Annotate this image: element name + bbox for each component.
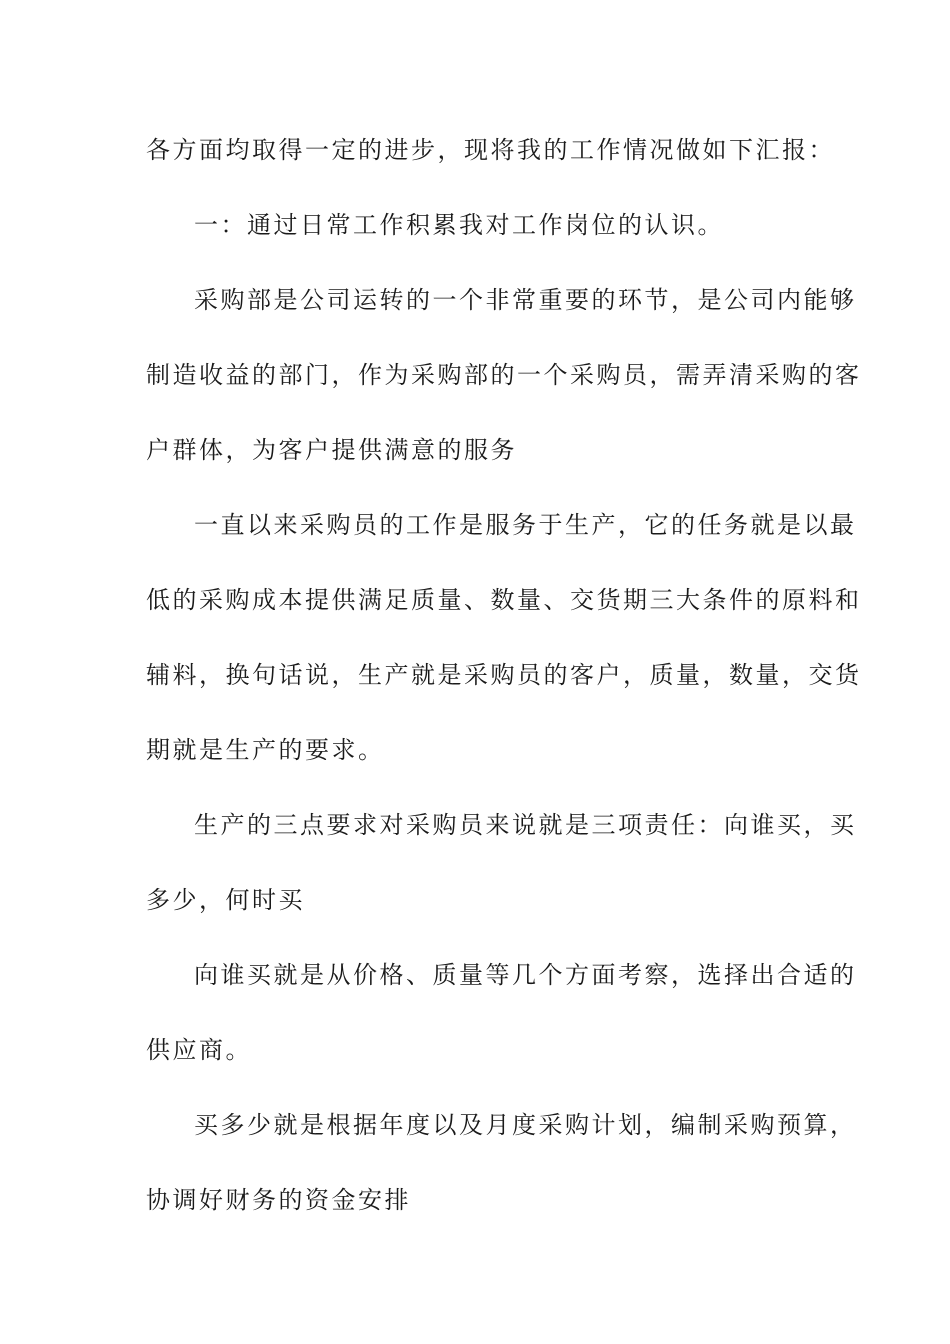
text-line-1: 各方面均取得一定的进步，现将我的工作情况做如下汇报：: [146, 136, 835, 164]
text-line-10: 生产的三点要求对采购员来说就是三项责任：向谁买，买: [194, 811, 857, 839]
text-line-12: 向谁买就是从价格、质量等几个方面考察，选择出合适的: [194, 961, 857, 989]
text-line-14: 买多少就是根据年度以及月度采购计划，编制采购预算，: [194, 1111, 857, 1139]
text-line-2: 一：通过日常工作积累我对工作岗位的认识。: [194, 211, 724, 239]
text-line-15: 协调好财务的资金安排: [146, 1186, 411, 1214]
text-line-9: 期就是生产的要求。: [146, 736, 385, 764]
text-line-11: 多少，何时买: [146, 886, 305, 914]
text-line-4: 制造收益的部门，作为采购部的一个采购员，需弄清采购的客: [146, 361, 862, 389]
text-line-6: 一直以来采购员的工作是服务于生产，它的任务就是以最: [194, 511, 857, 539]
text-line-7: 低的采购成本提供满足质量、数量、交货期三大条件的原料和: [146, 586, 862, 614]
text-line-3: 采购部是公司运转的一个非常重要的环节，是公司内能够: [194, 286, 857, 314]
text-line-8: 辅料，换句话说，生产就是采购员的客户，质量，数量，交货: [146, 661, 862, 689]
text-line-5: 户群体，为客户提供满意的服务: [146, 436, 517, 464]
text-line-13: 供应商。: [146, 1036, 252, 1064]
